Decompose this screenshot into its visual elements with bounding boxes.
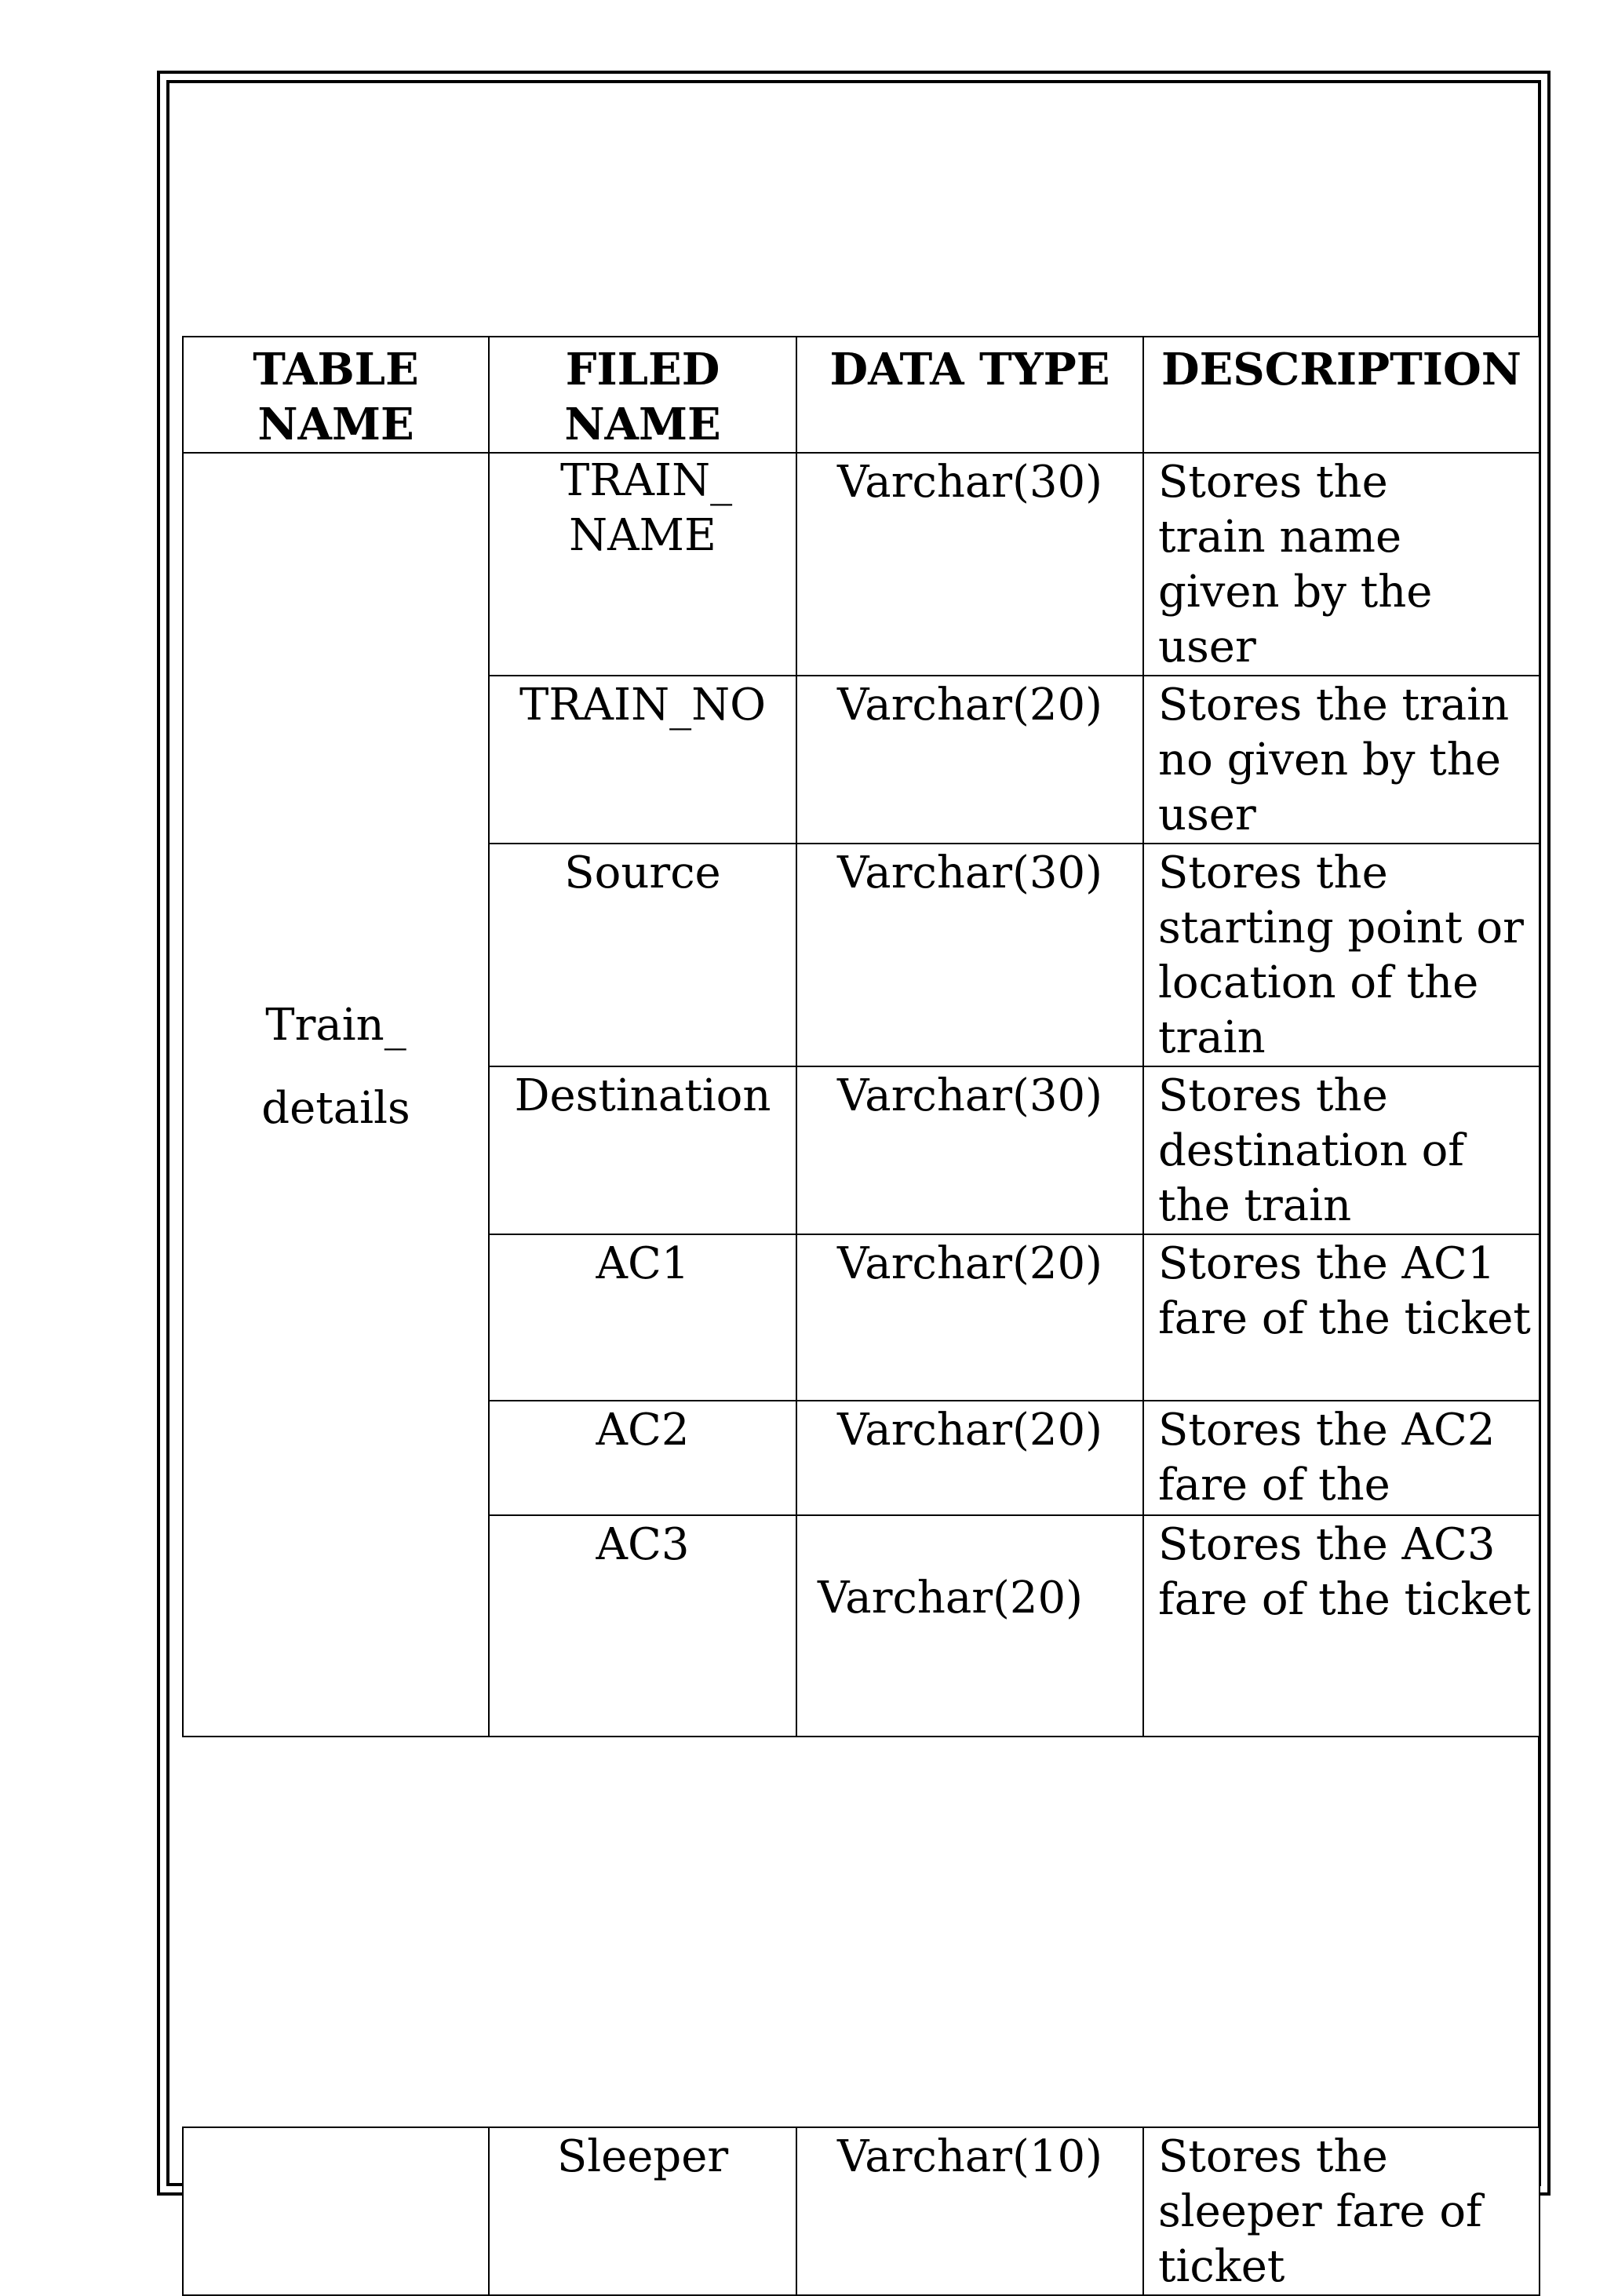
- field-name-cell: AC1: [489, 1234, 796, 1401]
- description-cell: Stores the train name given by the user: [1143, 453, 1540, 676]
- table-row: [183, 2127, 1540, 2295]
- data-type-cell: Varchar(30): [796, 453, 1143, 676]
- data-type-cell: Varchar(30): [796, 1066, 1143, 1234]
- schema-table-continued: [182, 2127, 1540, 2296]
- header-row: [183, 337, 1540, 453]
- field-name-cell: Sleeper: [489, 2127, 796, 2295]
- table-name-cell: [183, 453, 489, 1737]
- header-data-type: DATA TYPE: [796, 337, 1143, 453]
- description-cell: Stores the destination of the train: [1143, 1066, 1540, 1234]
- data-type-cell: Varchar(20): [796, 1234, 1143, 1401]
- data-type-cell: Varchar(20): [796, 676, 1143, 844]
- description-cell: Stores the AC1 fare of the ticket: [1143, 1234, 1540, 1401]
- field-name-cell: TRAIN_NO: [489, 676, 796, 844]
- data-type-cell: Varchar(30): [796, 844, 1143, 1066]
- header-description: DESCRIPTION: [1143, 337, 1540, 453]
- description-cell: Stores the starting point or location of the train: [1143, 844, 1540, 1066]
- table-row: [183, 453, 1540, 676]
- field-name-cell: AC3: [489, 1515, 796, 1737]
- schema-table: [182, 336, 1540, 1737]
- header-field-name: FILED NAME: [489, 337, 796, 453]
- description-cell: Stores the AC3 fare of the ticket: [1143, 1515, 1540, 1737]
- field-name-cell: Destination: [489, 1066, 796, 1234]
- field-name-cell: AC2: [489, 1401, 796, 1515]
- data-type-cell: Varchar(20): [796, 1401, 1143, 1515]
- data-type-cell: Varchar(10): [796, 2127, 1143, 2295]
- table-name-value: Train_ details: [261, 1000, 410, 1134]
- field-name-cell: Source: [489, 844, 796, 1066]
- header-table-name: TABLE NAME: [183, 337, 489, 453]
- data-type-cell: Varchar(20): [796, 1515, 1143, 1737]
- table-name-cell: [183, 2127, 489, 2295]
- description-cell: Stores the sleeper fare of ticket: [1143, 2127, 1540, 2295]
- field-name-cell: TRAIN_ NAME: [489, 453, 796, 676]
- description-cell: Stores the train no given by the user: [1143, 676, 1540, 844]
- description-cell: Stores the AC2 fare of the: [1143, 1401, 1540, 1515]
